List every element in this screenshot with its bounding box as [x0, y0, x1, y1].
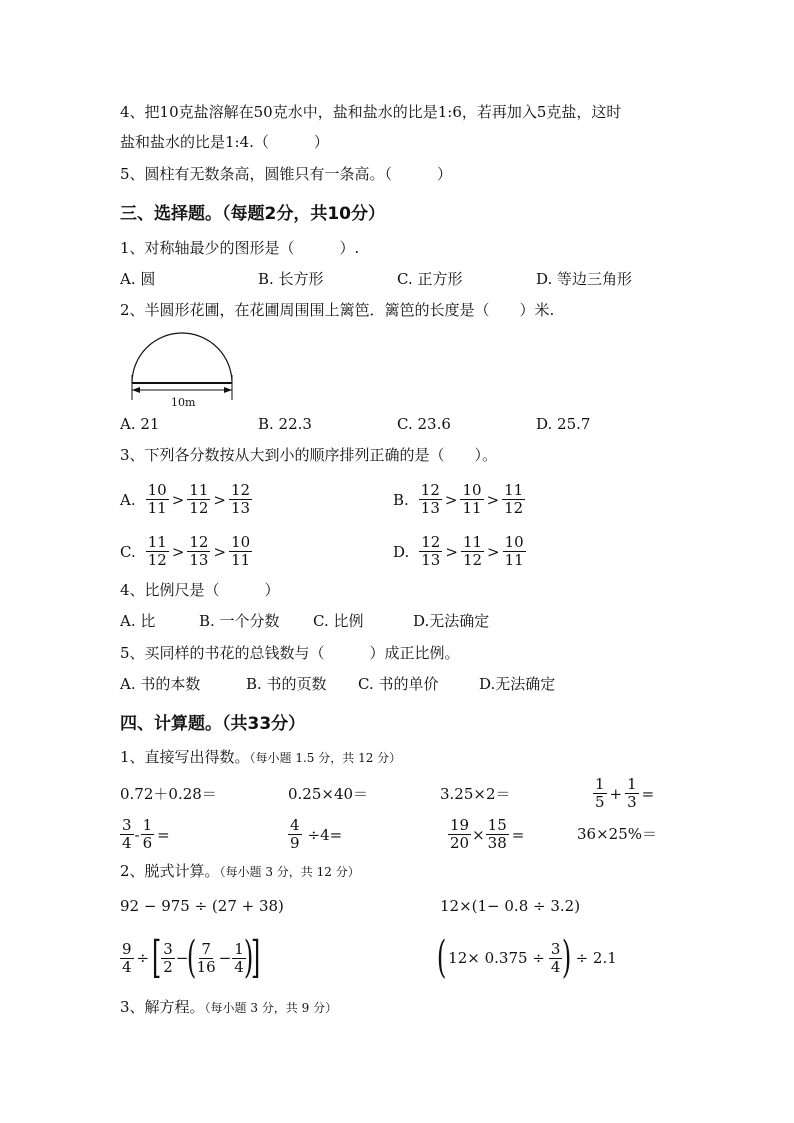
- fraction: $\frac{11}{12}$: [462, 533, 483, 569]
- choice-q4-option-c: C. 比例: [313, 612, 364, 630]
- fraction: $\frac{1}{6}$: [142, 816, 153, 852]
- calc-p1-e6: [288, 817, 345, 852]
- operator-rest: ÷4=: [307, 825, 343, 844]
- operator: ÷: [136, 949, 150, 967]
- left-paren: (: [436, 932, 447, 983]
- calc-p2-note: （每小题 3 分，共 12 分）: [219, 865, 360, 879]
- calc-p2-stem-text: 2、脱式计算。: [120, 862, 220, 880]
- calc-p1-e3: 3.25×2＝: [440, 785, 511, 803]
- fraction: $\frac{7}{16}$: [196, 939, 216, 976]
- greater-than: >: [486, 490, 500, 509]
- greater-than: >: [171, 542, 185, 561]
- right-square-bracket: ]: [250, 932, 261, 983]
- choice-q3-option-a: [120, 482, 252, 517]
- fraction: $\frac{11}{12}$: [189, 481, 209, 517]
- operator: −: [218, 949, 232, 967]
- equals: =: [157, 825, 170, 844]
- option-label: C.: [120, 542, 136, 561]
- option-label: D.: [393, 542, 410, 561]
- semicircle-diameter-label: 10m: [171, 396, 196, 409]
- fraction: $\frac{12}{13}$: [420, 481, 440, 517]
- choice-q4-option-d: D.无法确定: [413, 612, 490, 630]
- calc-p2-e1: 92 − 975 ÷ (27 + 38): [120, 897, 284, 915]
- fraction: $\frac{10}{11}$: [462, 481, 482, 517]
- fraction: $\frac{3}{4}$: [122, 816, 132, 852]
- choice-q4-stem: 4、比例尺是（ ）: [120, 581, 280, 599]
- calc-p1-stem: [120, 746, 401, 769]
- choice-q3-option-b: [393, 482, 525, 517]
- greater-than: >: [487, 542, 500, 561]
- choice-q4-option-b: B. 一个分数: [199, 612, 280, 630]
- choice-q1-stem: 1、对称轴最少的图形是（ ）.: [120, 239, 360, 257]
- calc-p2-stem: [120, 860, 360, 883]
- left-paren: (: [187, 932, 197, 983]
- choice-q5-option-d: D.无法确定: [479, 675, 556, 693]
- right-paren: ): [562, 932, 572, 983]
- equals: =: [511, 825, 525, 844]
- fraction: $\frac{19}{20}$: [450, 816, 470, 852]
- fraction: $\frac{9}{4}$: [122, 939, 132, 976]
- greater-than: >: [213, 542, 227, 561]
- greater-than: >: [213, 490, 226, 509]
- section-title-calc: 四、计算题。（共33分）: [120, 714, 306, 734]
- judge-q4-line1: 4、把10克盐溶解在50克水中，盐和盐水的比是1:6，若再加入5克盐，这时: [120, 103, 622, 121]
- choice-q5-stem: 5、买同样的书花的总钱数与（ ）成正比例。: [120, 644, 460, 662]
- choice-q2-option-c: C. 23.6: [397, 415, 451, 433]
- choice-q5-option-a: A. 书的本数: [120, 675, 201, 693]
- choice-q1-option-c: C. 正方形: [397, 270, 463, 288]
- calc-p1-e5: [120, 817, 173, 852]
- option-label: A.: [120, 490, 136, 509]
- choice-q3-option-d: [393, 534, 526, 569]
- fraction: $\frac{11}{12}$: [147, 533, 167, 569]
- calc-p1-e8: 36×25%＝: [577, 825, 657, 843]
- calc-p1-note: （每小题 1.5 分，共 12 分）: [249, 751, 402, 765]
- semicircle-arc: [132, 333, 232, 383]
- judge-q5: 5、圆柱有无数条高，圆锥只有一条高。（ ）: [120, 165, 453, 183]
- operator: -: [134, 825, 140, 844]
- calc-p2-e3: [120, 932, 261, 983]
- dimension-arrow-left: [132, 387, 140, 393]
- choice-q2-option-a: A. 21: [120, 415, 160, 433]
- option-label: B.: [393, 490, 409, 509]
- calc-p3-stem: [120, 996, 337, 1019]
- calc-p1-e1: 0.72＋0.28＝: [120, 785, 217, 803]
- fraction: $\frac{10}{11}$: [504, 533, 524, 569]
- expression-part: 12× 0.375 ÷: [448, 949, 545, 967]
- fraction: $\frac{1}{4}$: [234, 939, 244, 976]
- choice-q4-option-a: A. 比: [120, 612, 156, 630]
- fraction: $\frac{1}{5}$: [595, 775, 605, 811]
- fraction: $\frac{3}{4}$: [550, 939, 561, 976]
- choice-q3-option-c: [120, 534, 252, 569]
- greater-than: >: [445, 542, 458, 561]
- fraction: $\frac{12}{13}$: [421, 533, 441, 569]
- choice-q5-option-b: B. 书的页数: [246, 675, 327, 693]
- fraction: $\frac{10}{11}$: [231, 533, 251, 569]
- calc-p2-e2: 12×(1− 0.8 ÷ 3.2): [440, 897, 581, 915]
- calc-p1-e4: [593, 776, 657, 811]
- judge-q4-line2: 盐和盐水的比是1:4.（ ）: [120, 133, 329, 151]
- calc-p3-note: （每小题 3 分，共 9 分）: [204, 1001, 338, 1015]
- greater-than: >: [444, 490, 458, 509]
- operator: −: [175, 949, 189, 967]
- calc-p3-stem-text: 3、解方程。: [120, 998, 205, 1016]
- dimension-arrow-right: [224, 387, 232, 393]
- fraction: $\frac{4}{9}$: [290, 816, 300, 852]
- choice-q5-option-c: C. 书的单价: [358, 675, 439, 693]
- choice-q1-option-d: D. 等边三角形: [536, 270, 633, 288]
- choice-q2-option-b: B. 22.3: [258, 415, 312, 433]
- choice-q1-option-a: A. 圆: [120, 270, 156, 288]
- operator: +: [609, 784, 623, 803]
- section-title-choice: 三、选择题。（每题2分，共10分）: [120, 204, 385, 224]
- fraction: $\frac{3}{2}$: [163, 939, 173, 976]
- fraction: $\frac{10}{11}$: [147, 481, 167, 517]
- left-square-bracket: [: [151, 932, 162, 983]
- operator: ×: [472, 825, 485, 844]
- fraction: $\frac{12}{13}$: [189, 533, 209, 569]
- choice-q2-option-d: D. 25.7: [536, 415, 591, 433]
- choice-q2-stem: 2、半圆形花圃，在花圃周围围上篱笆．篱笆的长度是（ ）米.: [120, 301, 555, 319]
- fraction: $\frac{1}{3}$: [627, 775, 637, 811]
- right-paren: ): [243, 932, 254, 983]
- choice-q1-option-b: B. 长方形: [258, 270, 324, 288]
- equals: =: [641, 784, 655, 803]
- calc-p1-stem-text: 1、直接写出得数。: [120, 748, 250, 766]
- calc-p2-e4: [436, 932, 617, 983]
- choice-q3-stem: 3、下列各分数按从大到小的顺序排列正确的是（ ）。: [120, 446, 498, 464]
- calc-p1-e2: 0.25×40＝: [288, 785, 369, 803]
- expression-part: ÷ 2.1: [575, 949, 617, 967]
- fraction: $\frac{12}{13}$: [230, 481, 251, 517]
- fraction: $\frac{11}{12}$: [504, 481, 524, 517]
- greater-than: >: [171, 490, 185, 509]
- calc-p1-e7: [448, 817, 527, 852]
- fraction: $\frac{15}{38}$: [487, 816, 507, 852]
